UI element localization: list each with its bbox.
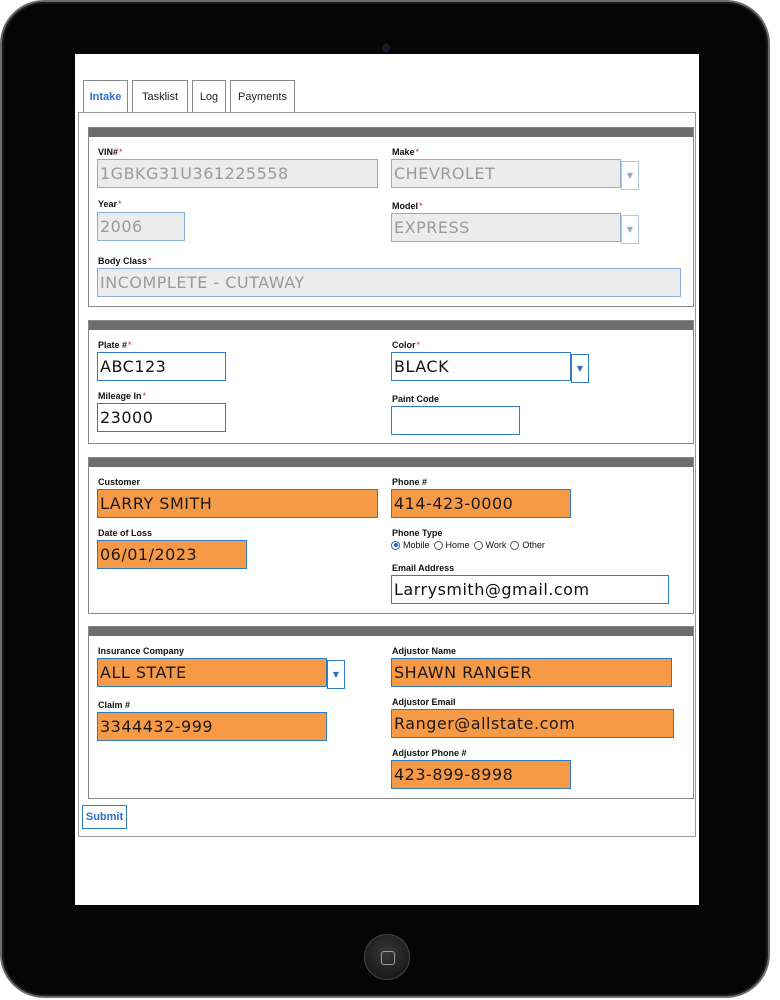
adjustor-phone-field[interactable]: 423-899-8998 [391, 760, 571, 789]
body-class-label: Body Class* [98, 256, 152, 266]
radio-work-label: Work [485, 540, 507, 550]
chevron-down-icon[interactable]: ▼ [571, 354, 589, 383]
make-select[interactable]: CHEVROLET [391, 159, 621, 188]
make-label: Make* [392, 147, 420, 157]
adjustor-email-label: Adjustor Email [392, 697, 456, 707]
section-header-bar [89, 321, 693, 330]
insurance-company-select[interactable]: ALL STATE [97, 658, 327, 687]
adjustor-name-field[interactable]: SHAWN RANGER [391, 658, 672, 687]
year-label: Year* [98, 199, 122, 209]
section-header-bar [89, 458, 693, 467]
radio-mobile-label: Mobile [403, 540, 430, 550]
vin-field[interactable]: 1GBKG31U361225558 [97, 159, 378, 188]
tab-log[interactable]: Log [192, 80, 226, 112]
model-select[interactable]: EXPRESS [391, 213, 621, 242]
screen [75, 54, 699, 905]
adjustor-name-label: Adjustor Name [392, 646, 457, 656]
radio-other[interactable] [510, 541, 519, 550]
customer-label: Customer [98, 477, 141, 487]
vehicle-section [88, 127, 694, 307]
email-field[interactable]: Larrysmith@gmail.com [391, 575, 669, 604]
chevron-down-icon[interactable]: ▼ [621, 215, 639, 244]
home-button-icon[interactable] [364, 934, 410, 980]
chevron-down-icon[interactable]: ▼ [621, 161, 639, 190]
year-field[interactable]: 2006 [97, 212, 185, 241]
mileage-field[interactable]: 23000 [97, 403, 226, 432]
tab-payments[interactable]: Payments [230, 80, 295, 112]
phone-type-label: Phone Type [392, 528, 443, 538]
phone-label: Phone # [392, 477, 428, 487]
claim-field[interactable]: 3344432-999 [97, 712, 327, 741]
vin-label: VIN#* [98, 147, 123, 157]
radio-other-label: Other [522, 540, 545, 550]
home-square-icon [381, 951, 395, 965]
radio-mobile[interactable] [391, 541, 400, 550]
date-of-loss-label: Date of Loss [98, 528, 153, 538]
intake-form [78, 112, 696, 837]
tab-intake[interactable]: Intake [83, 80, 128, 112]
section-header-bar [89, 627, 693, 636]
radio-work[interactable] [474, 541, 483, 550]
section-header-bar [89, 128, 693, 137]
email-label: Email Address [392, 563, 455, 573]
mileage-label: Mileage In* [98, 391, 147, 401]
vehicle-details-section [88, 320, 694, 444]
paint-code-label: Paint Code [392, 394, 440, 404]
customer-section [88, 457, 694, 614]
phone-field[interactable]: 414-423-0000 [391, 489, 571, 518]
insurance-section [88, 626, 694, 799]
plate-label: Plate #* [98, 340, 132, 350]
radio-home[interactable] [434, 541, 443, 550]
color-label: Color* [392, 340, 421, 350]
body-class-field[interactable]: INCOMPLETE - CUTAWAY [97, 268, 681, 297]
color-select[interactable]: BLACK [391, 352, 571, 381]
chevron-down-icon[interactable]: ▼ [327, 660, 345, 689]
tab-tasklist[interactable]: Tasklist [132, 80, 188, 112]
insurance-company-label: Insurance Company [98, 646, 185, 656]
phone-type-radio-group [387, 540, 545, 550]
plate-field[interactable]: ABC123 [97, 352, 226, 381]
paint-code-field[interactable] [391, 406, 520, 435]
submit-button[interactable]: Submit [82, 805, 127, 829]
adjustor-email-field[interactable]: Ranger@allstate.com [391, 709, 674, 738]
radio-home-label: Home [445, 540, 470, 550]
claim-label: Claim # [98, 700, 131, 710]
date-of-loss-field[interactable]: 06/01/2023 [97, 540, 247, 569]
model-label: Model* [392, 201, 423, 211]
camera-icon [382, 44, 390, 52]
adjustor-phone-label: Adjustor Phone # [392, 748, 467, 758]
customer-field[interactable]: LARRY SMITH [97, 489, 378, 518]
